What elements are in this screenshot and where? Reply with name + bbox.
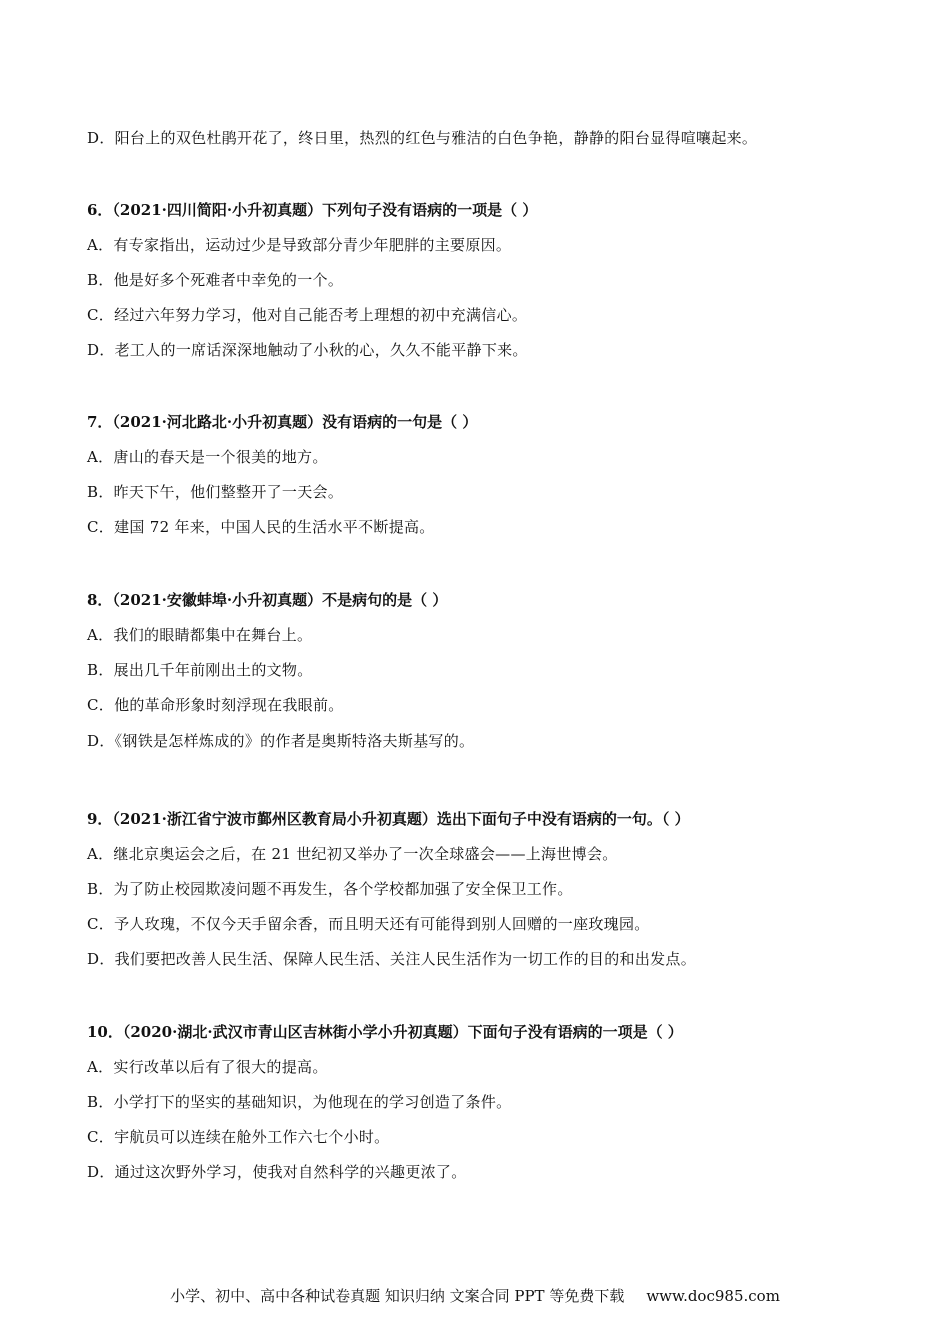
page-footer (0, 1286, 950, 1306)
option-b: B．他是好多个死难者中幸免的一个。 (87, 271, 344, 289)
option-b: B．小学打下的坚实的基础知识，为他现在的学习创造了条件。 (87, 1093, 512, 1111)
option-d: D．通过这次野外学习，使我对自然科学的兴趣更浓了。 (87, 1163, 467, 1181)
option-b: B．展出几千年前刚出土的文物。 (87, 661, 313, 679)
option-c: C．建国 72 年来，中国人民的生活水平不断提高。 (87, 518, 435, 536)
question-title: 7．（2021·河北路北·小升初真题）没有语病的一句是（ ） (87, 413, 478, 431)
option-a: A．唐山的春天是一个很美的地方。 (87, 448, 328, 466)
option-b: B．为了防止校园欺凌问题不再发生，各个学校都加强了安全保卫工作。 (87, 880, 573, 898)
option-d: D．我们要把改善人民生活、保障人民生活、关注人民生活作为一切工作的目的和出发点。 (87, 950, 697, 968)
question-title: 10．（2020·湖北·武汉市青山区吉林街小学小升初真题）下面句子没有语病的一项是（ ） (87, 1023, 683, 1041)
option-d: D．《钢铁是怎样炼成的》的作者是奥斯特洛夫斯基写的。 (87, 732, 475, 750)
option-a: A．继北京奥运会之后，在 21 世纪初又举办了一次全球盛会——上海世博会。 (87, 845, 618, 863)
option-a: A．我们的眼睛都集中在舞台上。 (87, 626, 313, 644)
option-a: A．有专家指出，运动过少是导致部分青少年肥胖的主要原因。 (87, 236, 512, 254)
question-title: 8．（2021·安徽蚌埠·小升初真题）不是病句的是（ ） (87, 591, 448, 609)
question-title: 9．（2021·浙江省宁波市鄞州区教育局小升初真题）选出下面句子中没有语病的一句。（ ） (87, 810, 690, 828)
option-c: C．他的革命形象时刻浮现在我眼前。 (87, 696, 344, 714)
option-c: C．宇航员可以连续在舱外工作六七个小时。 (87, 1128, 390, 1146)
option-b: B．昨天下午，他们整整开了一天会。 (87, 483, 344, 501)
footer-text: 小学、初中、高中各种试卷真题 知识归纳 文案合同 PPT 等免费下载 (170, 1287, 625, 1305)
option-d: D．老工人的一席话深深地触动了小秋的心，久久不能平静下来。 (87, 341, 528, 359)
option-d-prev: D．阳台上的双色杜鹃开花了，终日里，热烈的红色与雅洁的白色争艳，静静的阳台显得喧嚷起来。 (87, 129, 758, 147)
option-c: C．经过六年努力学习，他对自己能否考上理想的初中充满信心。 (87, 306, 528, 324)
option-a: A．实行改革以后有了很大的提高。 (87, 1058, 328, 1076)
question-title: 6．（2021·四川简阳·小升初真题）下列句子没有语病的一项是（ ） (87, 201, 538, 219)
option-c: C．予人玫瑰，不仅今天手留余香，而且明天还有可能得到别人回赠的一座玫瑰园。 (87, 915, 650, 933)
footer-url[interactable]: www.doc985.com (646, 1287, 780, 1305)
